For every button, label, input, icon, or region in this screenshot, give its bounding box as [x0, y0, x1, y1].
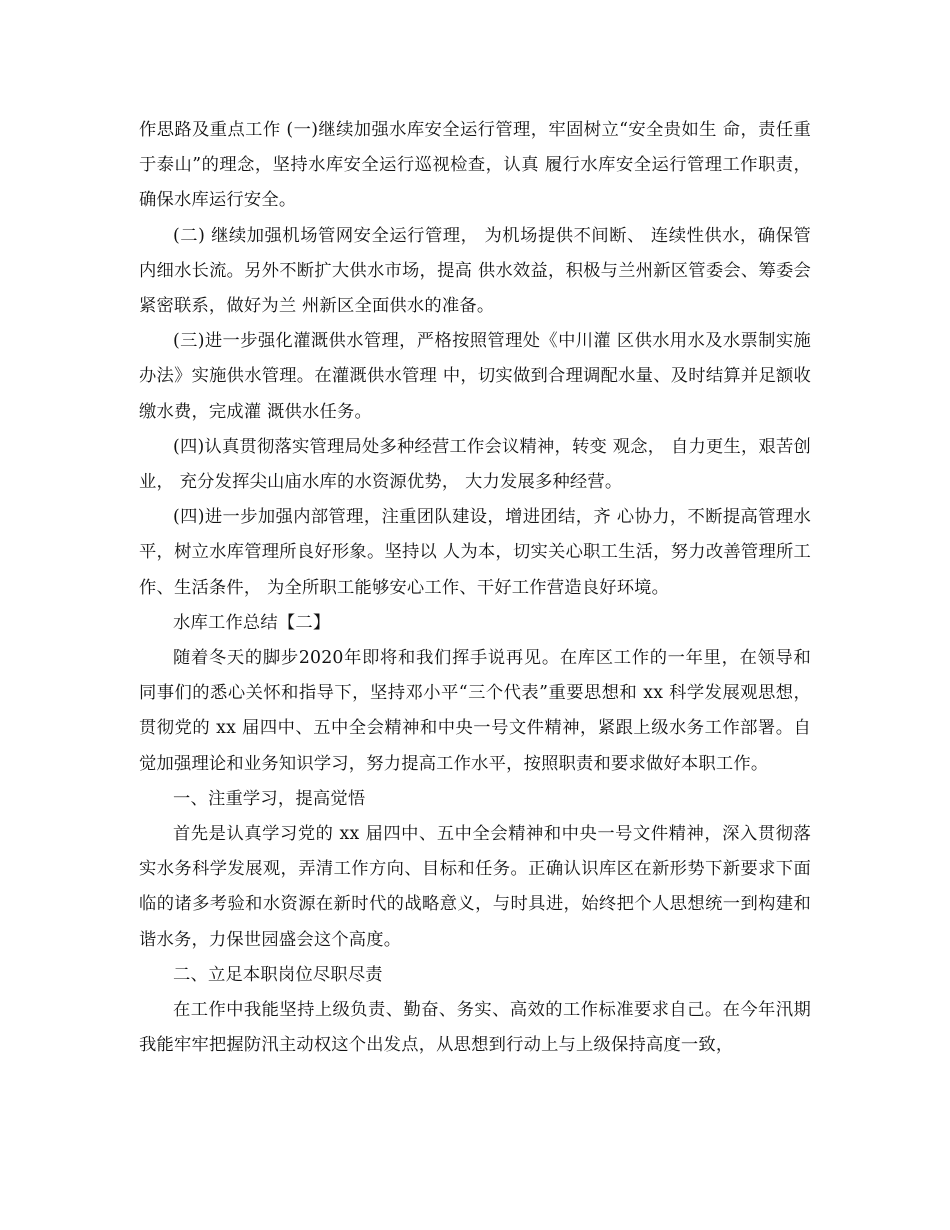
paragraph-duty: 在工作中我能坚持上级负责、勤奋、务实、高效的工作标准要求自己。在今年汛期我能牢牢把握防汛主动权这个出发点，从思想到行动上与上级保持高度一致，: [139, 1000, 811, 1056]
paragraph-work-plan-4: (四)认真贯彻落实管理局处多种经营工作会议精神，转变 观念， 自力更生，艰苦创业， 充分发挥尖山庙水库的水资源优势， 大力发展多种经营。: [139, 436, 811, 493]
paragraph-study: 首先是认真学习党的 xx 届四中、五中全会精神和中央一号文件精神，深入贯彻落实水务科学发展观，弄清工作方向、目标和任务。正确认识库区在新形势下新要求下面临的诸多考验和水资源在新时代的战略意义，与时具进，始终把个人思想统一到构建和谐水务，力保世园盛会这个高度。: [139, 824, 811, 950]
paragraph-work-plan-2: (二) 继续加强机场管网安全运行管理， 为机场提供不间断、 连续性供水，确保管内细水长流。另外不断扩大供水市场，提高 供水效益，积极与兰州新区管委会、筹委会紧密联系，做好为兰 州新区全面供水的准备。: [139, 225, 811, 317]
paragraph-work-plan-1: 作思路及重点工作 (一)继续加强水库安全运行管理，牢固树立“安全贵如生 命，责任重于泰山”的理念，坚持水库安全运行巡视检查，认真 履行水库安全运行管理工作职责，确保水库运行安全。: [139, 120, 811, 211]
heading-duty: 二、立足本职岗位尽职尽责: [173, 964, 383, 985]
section-title-summary-two: 水库工作总结【二】: [173, 612, 331, 633]
paragraph-work-plan-5: (四)进一步加强内部管理，注重团队建设，增进团结，齐 心协力，不断提高管理水平，树立水库管理所良好形象。坚持以 人为本，切实关心职工生活，努力改善管理所工作、生活条件， 为全所职工能够安心工作、干好工作营造良好环境。: [139, 507, 811, 598]
document-body: [139, 113, 811, 1063]
heading-study: 一、注重学习，提高觉悟: [173, 788, 366, 809]
paragraph-work-plan-3: (三)进一步强化灌溉供水管理，严格按照管理处《中川灌 区供水用水及水票制实施办法》实施供水管理。在灌溉供水管理 中，切实做到合理调配水量、及时结算并足额收缴水费，完成灌 溉供水任务。: [139, 331, 811, 422]
paragraph-intro: 随着冬天的脚步2020年即将和我们挥手说再见。在库区工作的一年里，在领导和同事们的悉心关怀和指导下，坚持邓小平“三个代表”重要思想和 xx 科学发展观思想，贯彻党的 xx 届四中、五中全会精神和中央一号文件精神，紧跟上级水务工作部署。自觉加强理论和业务知识学习，努力提高工作水平，按照职责和要求做好本职工作。: [139, 648, 811, 774]
